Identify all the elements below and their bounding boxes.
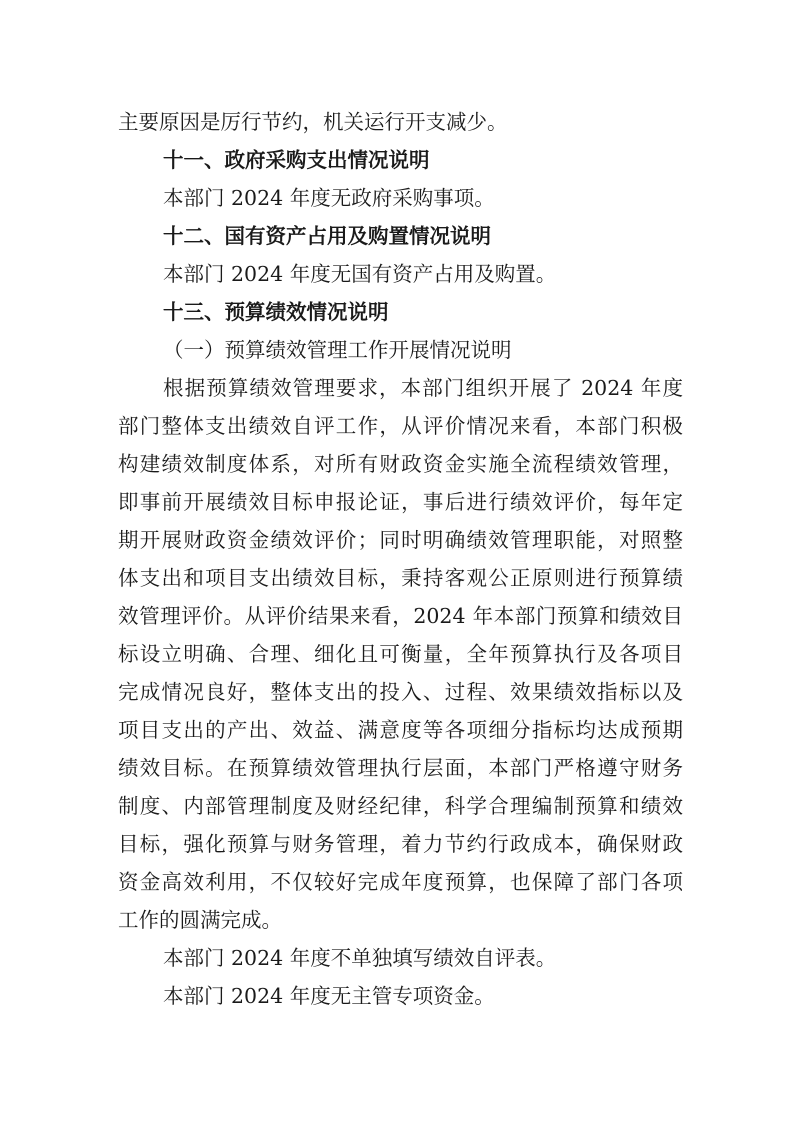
section-heading-procurement: 十一、政府采购支出情况说明 xyxy=(163,148,430,172)
paragraph-line: 绩效目标。在预算绩效管理执行层面，本部门严格遵守财务 xyxy=(118,756,683,780)
paragraph-line: 工作的圆满完成。 xyxy=(118,908,282,932)
paragraph-line: 主要原因是厉行节约，机关运行开支减少。 xyxy=(118,110,508,134)
paragraph-line: 目标，强化预算与财务管理，着力节约行政成本，确保财政 xyxy=(118,832,683,856)
section-heading-assets: 十二、国有资产占用及购置情况说明 xyxy=(163,224,491,248)
paragraph-line: 即事前开展绩效目标申报论证，事后进行绩效评价，每年定 xyxy=(118,490,683,514)
paragraph-line: 本部门 2024 年度不单独填写绩效自评表。 xyxy=(163,946,557,970)
paragraph-line: 本部门 2024 年度无主管专项资金。 xyxy=(163,984,495,1008)
paragraph-line: 体支出和项目支出绩效目标，秉持客观公正原则进行预算绩 xyxy=(118,566,683,590)
paragraph-line: 根据预算绩效管理要求，本部门组织开展了 2024 年度 xyxy=(163,376,683,400)
subsection-heading: （一）预算绩效管理工作开展情况说明 xyxy=(163,338,512,362)
section-heading-performance: 十三、预算绩效情况说明 xyxy=(163,300,389,324)
paragraph-line: 制度、内部管理制度及财经纪律，科学合理编制预算和绩效 xyxy=(118,794,683,818)
paragraph-line: 效管理评价。从评价结果来看，2024 年本部门预算和绩效目 xyxy=(118,604,683,628)
paragraph-line: 本部门 2024 年度无政府采购事项。 xyxy=(163,186,495,210)
paragraph-line: 项目支出的产出、效益、满意度等各项细分指标均达成预期 xyxy=(118,718,683,742)
paragraph-line: 完成情况良好，整体支出的投入、过程、效果绩效指标以及 xyxy=(118,680,683,704)
paragraph-line: 期开展财政资金绩效评价；同时明确绩效管理职能，对照整 xyxy=(118,528,683,552)
paragraph-line: 构建绩效制度体系，对所有财政资金实施全流程绩效管理， xyxy=(118,452,683,476)
paragraph-line: 标设立明确、合理、细化且可衡量，全年预算执行及各项目 xyxy=(118,642,683,666)
paragraph-line: 部门整体支出绩效自评工作，从评价情况来看，本部门积极 xyxy=(118,414,683,438)
paragraph-line: 本部门 2024 年度无国有资产占用及购置。 xyxy=(163,262,557,286)
paragraph-line: 资金高效利用，不仅较好完成年度预算，也保障了部门各项 xyxy=(118,870,683,894)
